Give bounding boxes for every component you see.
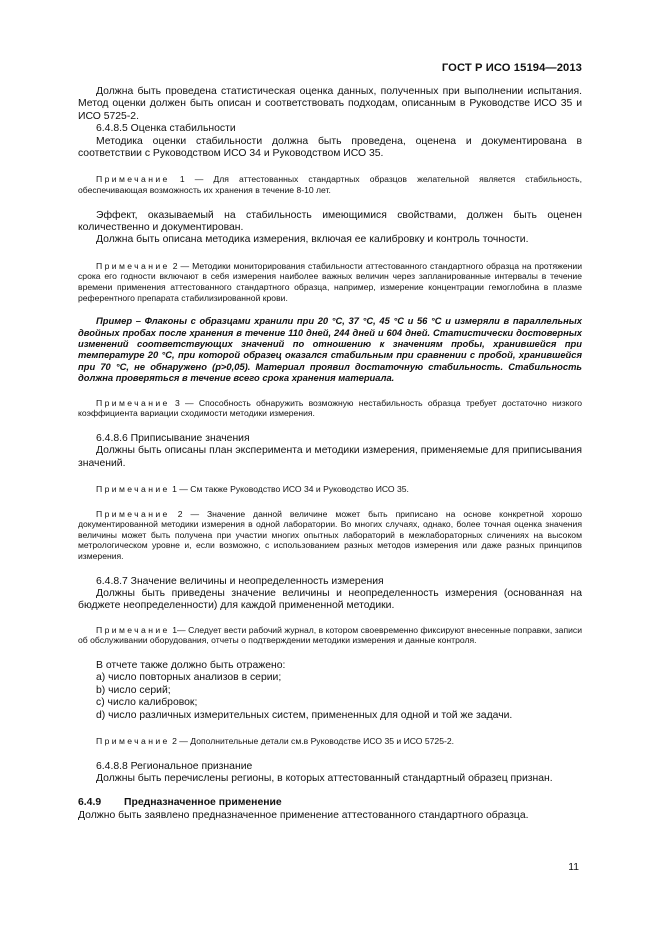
note-text: 3 — Способность обнаружить возможную нестабильность образца требует достаточно низкого коэффициента вариации сходимости методики измерения. bbox=[78, 397, 582, 419]
page-content bbox=[78, 86, 582, 822]
note-text: 1— Следует вести рабочий журнал, в котором своевременно фиксируют внесенные поправки, записи об обслуживании оборудования, отчеты о подтверждении методики измерения и данные контроля. bbox=[78, 624, 582, 646]
list-item-c: c) число калибровок; bbox=[96, 697, 198, 709]
section-6-4-8-6-heading: 6.4.8.6 Приписывание значения bbox=[96, 432, 250, 444]
note-label: Примечание bbox=[96, 624, 170, 635]
note-label: Примечание bbox=[96, 397, 170, 408]
note-2-monitoring bbox=[78, 261, 582, 303]
section-title: Предназначенное применение bbox=[124, 797, 282, 809]
list-item-a: a) число повторных анализов в серии; bbox=[96, 672, 282, 684]
paragraph-effect: Эффект, оказываемый на стабильность имеющимися свойствами, должен быть оценен количественно и документирован. bbox=[78, 209, 582, 234]
note-label: Примечание bbox=[96, 736, 170, 747]
example-label: Пример bbox=[96, 315, 133, 327]
paragraph-regions: Должны быть перечислены регионы, в которых аттестованный стандартный образец признан. bbox=[96, 773, 553, 785]
note-label: Примечание bbox=[96, 508, 170, 519]
note-2-value-assignment bbox=[78, 509, 582, 562]
section-number: 6.4.9 bbox=[78, 797, 102, 809]
note-2-details bbox=[78, 736, 582, 747]
note-label: Примечание bbox=[96, 484, 170, 495]
note-1-journal bbox=[78, 625, 582, 646]
paragraph-intended-use: Должно быть заявлено предназначенное применение аттестованного стандартного образца. bbox=[78, 809, 529, 821]
section-6-4-9-heading bbox=[78, 797, 582, 809]
note-3-instability bbox=[78, 398, 582, 419]
note-text: 1 — Для аттестованных стандартных образцов желательной является стабильность, обеспечивающая возможность их хранения в течение 8-10 лет. bbox=[78, 174, 582, 196]
page-number: 11 bbox=[568, 862, 579, 873]
note-label: Примечание bbox=[96, 174, 170, 185]
paragraph-measurement-method: Должна быть описана методика измерения, включая ее калибровку и контроль точности. bbox=[96, 234, 529, 246]
note-1-see-also bbox=[78, 484, 582, 495]
paragraph-stability-method: Методика оценки стабильности должна быть проведена, оценена и документирована в соответствии с Руководством ИСО 34 и Руководством ИСО 35. bbox=[78, 135, 582, 160]
section-6-4-8-8-heading: 6.4.8.8 Региональное признание bbox=[96, 760, 253, 772]
document-header: ГОСТ Р ИСО 15194—2013 bbox=[441, 62, 582, 74]
example-vials bbox=[78, 315, 582, 383]
section-6-4-8-7-heading: 6.4.8.7 Значение величины и неопределенность измерения bbox=[96, 575, 384, 587]
paragraph-uncertainty: Должны быть приведены значение величины и неопределенность измерения (основанная на бюджете неопределенности) для каждой примененной методики. bbox=[78, 588, 582, 612]
list-item-b: b) число серий; bbox=[96, 684, 171, 696]
note-text: 1 — См также Руководство ИСО 34 и Руководство ИСО 35. bbox=[169, 484, 409, 495]
note-label: Примечание bbox=[96, 260, 170, 271]
list-item-d: d) число различных измерительных систем, примененных для одной и той же задачи. bbox=[96, 709, 513, 721]
section-6-4-8-5-heading: 6.4.8.5 Оценка стабильности bbox=[96, 123, 236, 135]
note-1-stability bbox=[78, 174, 582, 195]
paragraph-statistical-evaluation: Должна быть проведена статистическая оценка данных, полученных при выполнении испытания. Метод оценки должен быть описан и соответствовать подходам, описанным в Руководстве ИСО 35 и ИСО 5725-2. bbox=[78, 86, 582, 122]
note-text: 2 — Дополнительные детали см.в Руководстве ИСО 35 и ИСО 5725-2. bbox=[169, 736, 454, 747]
note-text: 2 — Методики мониторирования стабильности аттестованного стандартного образца на протяжении срока его годности включают в себя измерения наиболее важных величин через запланированные интервалы в течение времени применения аттестованного стандартного образца, например, измерение концентрации гемоглобина в плазме референтного препарата стабилизированной крови. bbox=[78, 260, 582, 303]
paragraph-report-intro: В отчете также должно быть отражено: bbox=[96, 660, 286, 672]
example-text: – Флаконы с образцами хранили при 20 °С, 37 °С, 45 °С и 56 °С и измеряли в параллельных двойных пробах после хранения в течение 110 дней, 244 дней и 604 дней. Статистически достоверных изменений соответствующих значений по отношению к значениям пробы, хранившейся при температуре 20 °С, при которой образец оказался стабильным при сравнении с пробой, хранившейся при 70 °С, не обнаружено (р>0,05). Материал проявил достаточную стабильность. Стабильность должна проверяться в течение всего срока хранения материала. bbox=[78, 315, 582, 384]
note-text: 2 — Значение данной величине может быть приписано на основе конкретной хорошо документированной методики измерения в одной лаборатории. Во многих случаях, однако, более точная оценка значения величины может быть получена при участии многих опытных лабораторий в межлабораторных сличениях на высоком метрологическом уровне и, если возможно, с использованием разных методов измерения или даже разных принципов измерения. bbox=[78, 508, 582, 562]
paragraph-experiment-plan: Должны быть описаны план эксперимента и методики измерения, применяемые для приписывания значений. bbox=[78, 445, 582, 469]
